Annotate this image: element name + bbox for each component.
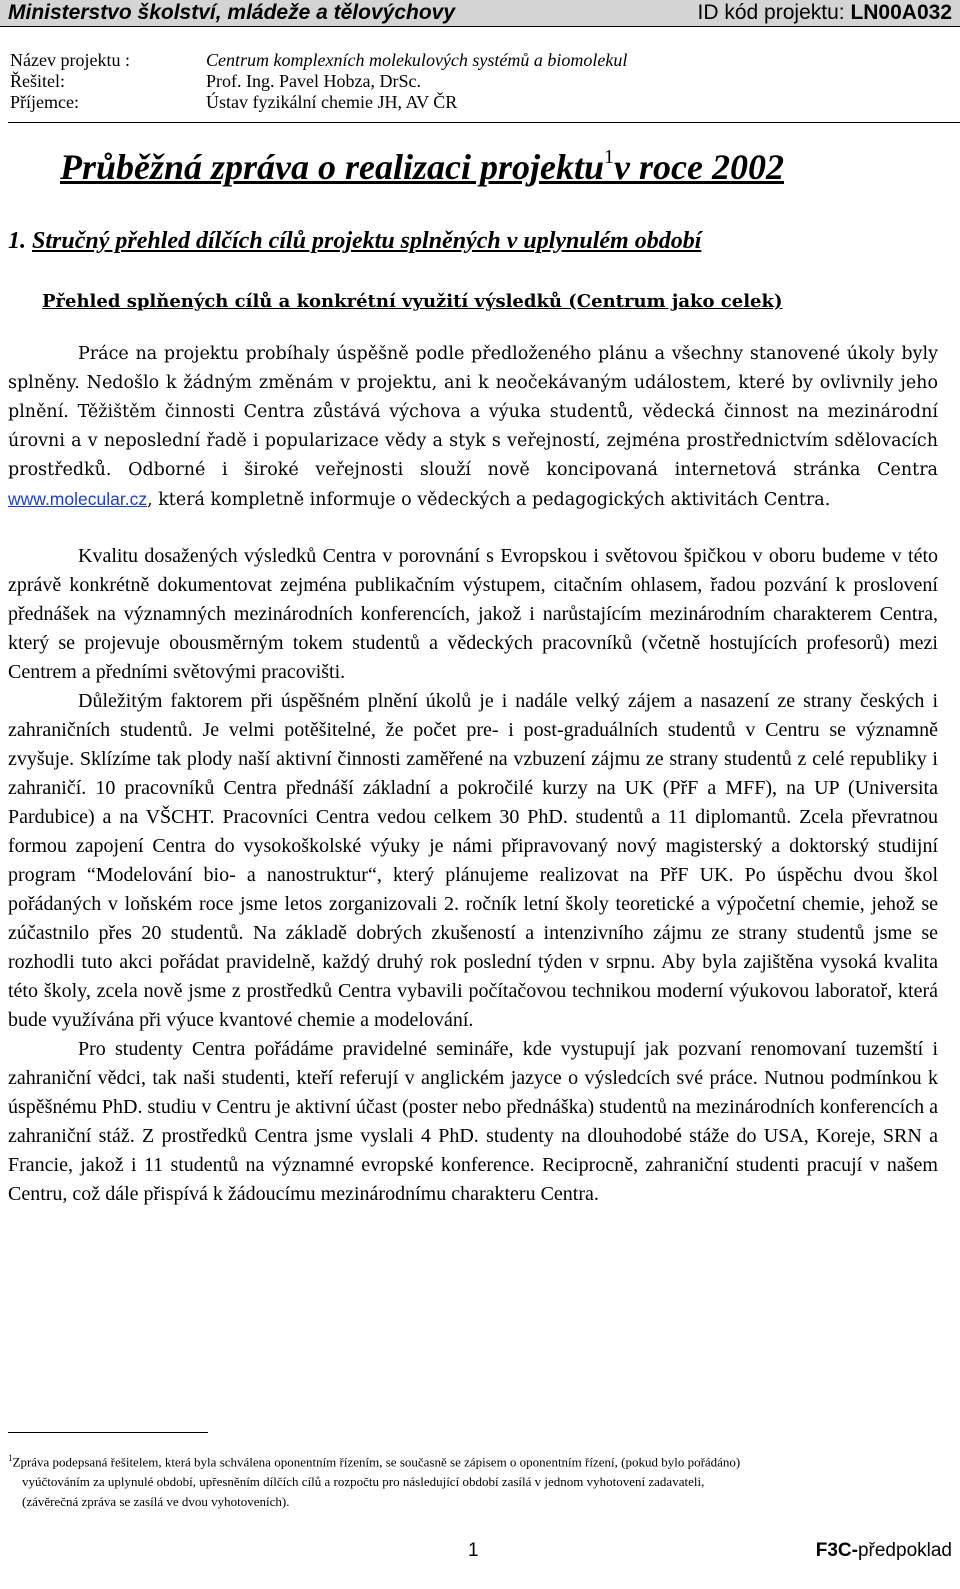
body-text	[8, 542, 938, 1209]
page-number: 1	[468, 1540, 479, 1561]
section-title: Stručný přehled dílčích cílů projektu splněných v uplynulém období	[32, 228, 702, 254]
website-link[interactable]: www.molecular.cz	[8, 489, 148, 509]
form-code-prefix: F3C-	[815, 1540, 858, 1561]
header-bar	[0, 0, 960, 27]
form-code	[816, 1540, 952, 1562]
meta-value: Prof. Ing. Pavel Hobza, DrSc.	[206, 71, 421, 91]
footnote-ref: 1	[604, 146, 615, 168]
project-id	[698, 1, 952, 25]
paragraph: Kvalitu dosažených výsledků Centra v porovnání s Evropskou i světovou špičkou v oboru budeme v této zprávě konkrétně dokumentovat zejména publikačním výstupem, citačním ohlasem, řadou pozvání k proslovení přednášek na významných mezinárodních konferencích, jakož i narůstajícím mezinárodním charakterem Centra, který se projevuje obousměrným tokem studentů a vědeckých pracovníků (včetně hostujících profesorů) mezi Centrem a předními světovými pracovišti.	[8, 545, 938, 683]
divider	[8, 122, 960, 123]
meta-label: Řešitel:	[10, 71, 65, 91]
paragraph: Důležitým faktorem při úspěšném plnění úkolů je i nadále velký zájem a nasazení ze strany českých i zahraničních studentů. Je velmi potěšitelné, že počet pre- i post-graduálních studentů v Centru se významně zvyšuje. Sklízíme tak plody naší aktivní činnosti zaměřené na vzbuzení zájmu ze strany studentů z celé republiky i zahraničí. 10 pracovníků Centra přednáší základní a pokročilé kurzy na UK (PřF a MFF), na UP (Universita Pardubice) a na VŠCHT. Pracovníci Centra vedou celkem 30 PhD. studentů a 11 diplomantů. Zcela převratnou formou zapojení Centra do vysokoškolské výuky je námi připravovaný nový magisterský a doktorský studijní program “Modelování bio- a nanostruktur“, který plánujeme realizovat na PřF UK. Po úspěchu dvou škol pořádaných v loňském roce jsme letos zorganizovali 2. ročník letní školy teoretické a výpočetní chemie, jehož se zúčastnilo přes 20 studentů. Na základě dobrých zkušeností a intenzivního zájmu ze strany studentů jsme se rozhodli tuto akci pořádat pravidelně, každý druhý rok poslední týden v srpnu. Aby byla zajištěna vysoká kvalita této školy, zcela nově jsme z prostředků Centra vybavili počítačovou technikou moderní výukovou laboratoř, která bude využívána při výuce kvantové chemie a modelování.	[8, 690, 938, 1031]
footnote-mark: 1	[8, 1453, 13, 1463]
footnote-divider	[8, 1432, 208, 1433]
intro-paragraph	[8, 340, 938, 515]
meta-value: Ústav fyzikální chemie JH, AV ČR	[206, 92, 458, 112]
ministry-name: Ministerstvo školství, mládeže a tělovýchovy	[8, 1, 456, 24]
intro-text: Práce na projektu probíhaly úspěšně podle předloženého plánu a všechny stanovené úkoly byly splněny. Nedošlo k žádným změnám v projektu, ani k neočekávaným událostem, které by ovlivnily jeho plnění. Těžištěm činnosti Centra zůstává výchova a výuka studentů, vědecká činnost na mezinárodní úrovni a v neposlední řadě i popularizace vědy a styk s veřejností, zejména prostřednictvím sdělovacích prostředků. Odborné i široké veřejnosti slouží nově koncipovaná internetová stránka Centra	[8, 344, 938, 480]
meta-label: Příjemce:	[10, 92, 79, 112]
meta-value: Centrum komplexních molekulových systémů a biomolekul	[206, 50, 628, 70]
report-title	[60, 146, 784, 188]
footnote-line: vyúčtováním za uplynulé období, upřesněním dílčích cílů a rozpočtu pro následující období zasílá v jednom vyhotovení zadavateli,	[22, 1474, 705, 1490]
project-id-value: LN00A032	[850, 1, 952, 24]
footnote-line: Zpráva podepsaná řešitelem, která byla schválena oponentním řízením, se současně se zápisem o oponentním řízení, (pokud bylo pořádáno)	[12, 1454, 741, 1470]
intro-text-end: , která kompletně informuje o vědeckých a pedagogických aktivitách Centra.	[147, 490, 831, 510]
form-code-suffix: předpoklad	[857, 1540, 952, 1561]
subheading: Přehled splňených cílů a konkrétní využití výsledků (Centrum jako celek)	[42, 291, 783, 312]
project-id-label: ID kód projektu:	[697, 1, 851, 24]
paragraph: Pro studenty Centra pořádáme pravidelné semináře, kde vystupují jak pozvaní renomovaní tuzemští i zahraniční vědci, tak naši studenti, kteří referují v anglickém jazyce o výsledcích své práce. Nutnou podmínkou k úspěšnému PhD. studiu v Centru je aktivní účast (poster nebo přednáška) studentů na mezinárodních konferencích a zahraniční stáž. Z prostředků Centra jsme vyslali 4 PhD. studenty na dlouhodobé stáže do USA, Koreje, SRN a Francie, jakož i 11 studentů na významné evropské konference. Reciprocně, zahraniční studenti pracují v našem Centru, což dále přispívá k žádoucímu mezinárodnímu charakteru Centra.	[8, 1038, 938, 1205]
footnote	[8, 1448, 938, 1512]
footnote-line: (závěrečná zpráva se zasílá ve dvou vyhotoveních).	[22, 1494, 290, 1510]
section-number: 1.	[8, 228, 26, 254]
section-heading	[8, 228, 701, 255]
title-text: Průběžná zpráva o realizaci projektu	[60, 147, 605, 187]
meta-label: Název projektu :	[10, 50, 130, 70]
title-year: v roce 2002	[614, 147, 784, 187]
